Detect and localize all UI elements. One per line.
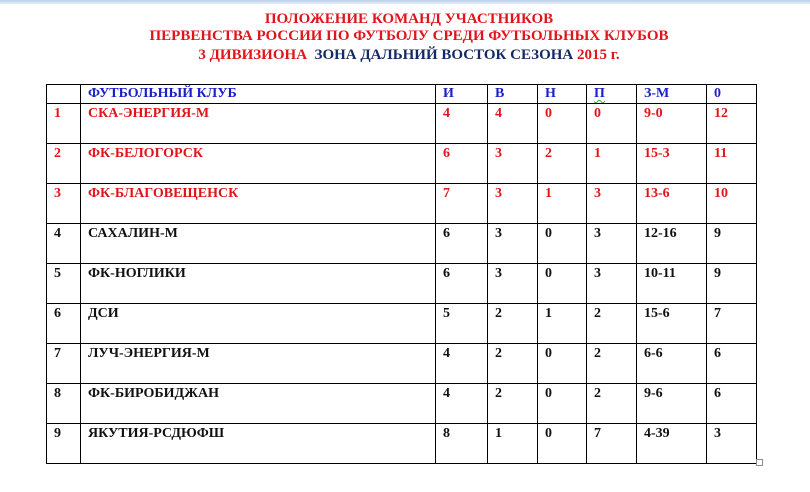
cell-losses[interactable]: 0 bbox=[587, 104, 637, 144]
cell-draws[interactable]: 0 bbox=[538, 384, 587, 424]
title-division: 3 ДИВИЗИОНА bbox=[198, 47, 308, 63]
window-top-band bbox=[0, 0, 810, 4]
cell-position[interactable]: 1 bbox=[47, 104, 81, 144]
cell-draws[interactable]: 0 bbox=[538, 344, 587, 384]
table-row bbox=[47, 384, 757, 424]
title-zone: ЗОНА ДАЛЬНИЙ ВОСТОК СЕЗОНА bbox=[314, 47, 574, 63]
table-row bbox=[47, 144, 757, 184]
cell-club[interactable]: ФК-БИРОБИДЖАН bbox=[81, 384, 436, 424]
cell-wins[interactable]: 4 bbox=[488, 104, 538, 144]
title-line-1: ПОЛОЖЕНИЕ КОМАНД УЧАСТНИКОВ bbox=[264, 11, 554, 27]
cell-games[interactable]: 5 bbox=[436, 304, 488, 344]
cell-goals[interactable]: 15-6 bbox=[637, 304, 707, 344]
cell-points[interactable]: 7 bbox=[707, 304, 757, 344]
cell-position[interactable]: 5 bbox=[47, 264, 81, 304]
cell-goals[interactable]: 9-6 bbox=[637, 384, 707, 424]
cell-points[interactable]: 11 bbox=[707, 144, 757, 184]
cell-draws[interactable]: 1 bbox=[538, 304, 587, 344]
cell-wins[interactable]: 1 bbox=[488, 424, 538, 464]
table-row bbox=[47, 184, 757, 224]
header-club[interactable]: ФУТБОЛЬНЫЙ КЛУБ bbox=[81, 85, 436, 104]
table-resize-handle[interactable] bbox=[756, 459, 763, 466]
cell-points[interactable]: 9 bbox=[707, 264, 757, 304]
cell-losses[interactable]: 2 bbox=[587, 384, 637, 424]
cell-losses[interactable]: 3 bbox=[587, 264, 637, 304]
cell-position[interactable]: 3 bbox=[47, 184, 81, 224]
header-draws[interactable]: Н bbox=[538, 85, 587, 104]
cell-games[interactable]: 6 bbox=[436, 144, 488, 184]
table-header-row bbox=[47, 85, 757, 104]
cell-club[interactable]: ЛУЧ-ЭНЕРГИЯ-М bbox=[81, 344, 436, 384]
cell-position[interactable]: 7 bbox=[47, 344, 81, 384]
header-games[interactable]: И bbox=[436, 85, 488, 104]
cell-games[interactable]: 4 bbox=[436, 384, 488, 424]
cell-points[interactable]: 12 bbox=[707, 104, 757, 144]
cell-club[interactable]: ФК-НОГЛИКИ bbox=[81, 264, 436, 304]
cell-club[interactable]: СКА-ЭНЕРГИЯ-М bbox=[81, 104, 436, 144]
cell-wins[interactable]: 3 bbox=[488, 144, 538, 184]
cell-losses[interactable]: 1 bbox=[587, 144, 637, 184]
cell-games[interactable]: 4 bbox=[436, 344, 488, 384]
cell-losses[interactable]: 7 bbox=[587, 424, 637, 464]
cell-games[interactable]: 6 bbox=[436, 264, 488, 304]
standings-table[interactable] bbox=[46, 84, 757, 464]
cell-goals[interactable]: 9-0 bbox=[637, 104, 707, 144]
cell-position[interactable]: 6 bbox=[47, 304, 81, 344]
cell-draws[interactable]: 0 bbox=[538, 104, 587, 144]
cell-losses[interactable]: 2 bbox=[587, 304, 637, 344]
cell-club[interactable]: ФК-БЛАГОВЕЩЕНСК bbox=[81, 184, 436, 224]
cell-goals[interactable]: 13-6 bbox=[637, 184, 707, 224]
cell-club[interactable]: САХАЛИН-М bbox=[81, 224, 436, 264]
header-wins[interactable]: В bbox=[488, 85, 538, 104]
table-row bbox=[47, 424, 757, 464]
cell-losses[interactable]: 2 bbox=[587, 344, 637, 384]
header-losses-label: П bbox=[594, 86, 605, 101]
header-goals[interactable]: З-М bbox=[637, 85, 707, 104]
cell-losses[interactable]: 3 bbox=[587, 184, 637, 224]
cell-games[interactable]: 8 bbox=[436, 424, 488, 464]
table-row bbox=[47, 104, 757, 144]
cell-goals[interactable]: 15-3 bbox=[637, 144, 707, 184]
cell-wins[interactable]: 2 bbox=[488, 384, 538, 424]
cell-points[interactable]: 10 bbox=[707, 184, 757, 224]
header-points[interactable]: 0 bbox=[707, 85, 757, 104]
cell-wins[interactable]: 3 bbox=[488, 224, 538, 264]
cell-position[interactable]: 4 bbox=[47, 224, 81, 264]
table-row bbox=[47, 264, 757, 304]
table-row bbox=[47, 224, 757, 264]
cell-draws[interactable]: 0 bbox=[538, 224, 587, 264]
cell-club[interactable]: ФК-БЕЛОГОРСК bbox=[81, 144, 436, 184]
title-season: 2015 г. bbox=[577, 47, 620, 63]
cell-wins[interactable]: 2 bbox=[488, 304, 538, 344]
header-position[interactable] bbox=[47, 85, 81, 104]
cell-goals[interactable]: 10-11 bbox=[637, 264, 707, 304]
cell-draws[interactable]: 2 bbox=[538, 144, 587, 184]
cell-games[interactable]: 7 bbox=[436, 184, 488, 224]
cell-position[interactable]: 2 bbox=[47, 144, 81, 184]
title-line-3 bbox=[4, 46, 810, 64]
cell-draws[interactable]: 0 bbox=[538, 424, 587, 464]
cell-losses[interactable]: 3 bbox=[587, 224, 637, 264]
cell-position[interactable]: 8 bbox=[47, 384, 81, 424]
cell-draws[interactable]: 1 bbox=[538, 184, 587, 224]
table-row bbox=[47, 304, 757, 344]
cell-points[interactable]: 9 bbox=[707, 224, 757, 264]
cell-wins[interactable]: 2 bbox=[488, 344, 538, 384]
cell-points[interactable]: 6 bbox=[707, 384, 757, 424]
table-row bbox=[47, 344, 757, 384]
cell-club[interactable]: ДСИ bbox=[81, 304, 436, 344]
cell-points[interactable]: 6 bbox=[707, 344, 757, 384]
cell-games[interactable]: 4 bbox=[436, 104, 488, 144]
cell-goals[interactable]: 6-6 bbox=[637, 344, 707, 384]
cell-goals[interactable]: 4-39 bbox=[637, 424, 707, 464]
cell-points[interactable]: 3 bbox=[707, 424, 757, 464]
cell-games[interactable]: 6 bbox=[436, 224, 488, 264]
title-line-2: ПЕРВЕНСТВА РОССИИ ПО ФУТБОЛУ СРЕДИ ФУТБОЛЬНЫХ КЛУБОВ bbox=[149, 28, 669, 44]
cell-wins[interactable]: 3 bbox=[488, 264, 538, 304]
cell-wins[interactable]: 3 bbox=[488, 184, 538, 224]
cell-position[interactable]: 9 bbox=[47, 424, 81, 464]
cell-goals[interactable]: 12-16 bbox=[637, 224, 707, 264]
cell-draws[interactable]: 0 bbox=[538, 264, 587, 304]
cell-club[interactable]: ЯКУТИЯ-РСДЮФШ bbox=[81, 424, 436, 464]
header-losses[interactable] bbox=[587, 85, 637, 104]
